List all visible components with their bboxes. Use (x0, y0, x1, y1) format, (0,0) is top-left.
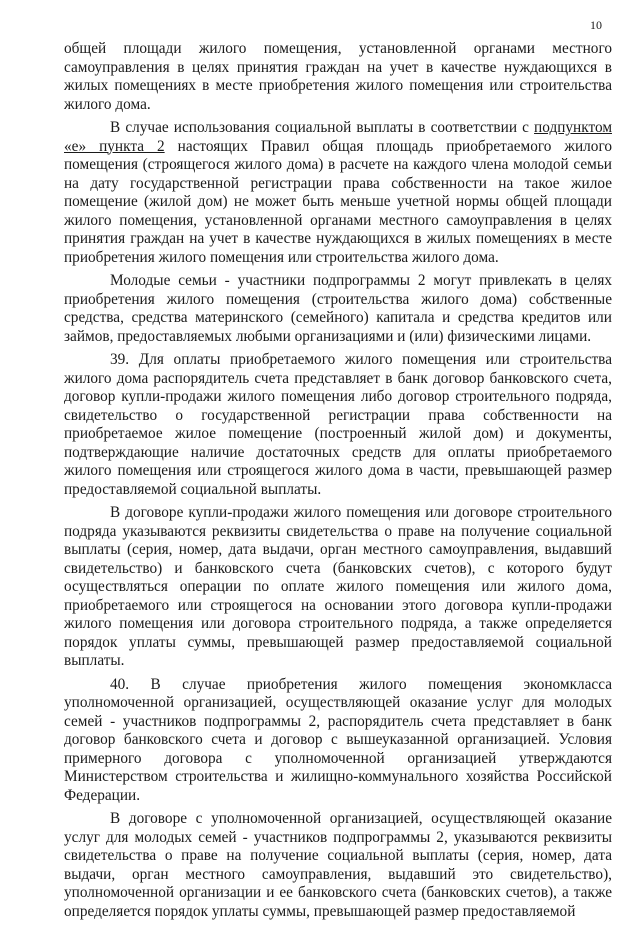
paragraph-clause-40: 40. В случае приобретения жилого помещения экономкласса уполномоченной организацией, осуществляющей оказание услуг для молодых семей - участников подпрограммы 2, распорядитель счета представляет в банк договор банковского счета и договор с вышеуказанной организацией. Условия примерного договора с уполномоченной организацией утверждаются Министерством строительства и жилищно-коммунального хозяйства Российской Федерации. (64, 675, 612, 804)
paragraph-social-payment-area (64, 119, 612, 267)
paragraph-text: настоящих Правил общая площадь приобретаемого жилого помещения (строящегося жилого дома) в расчете на каждого члена молодой семьи на дату государственной регистрации права собственности на такое жилое помещение (жилой дом) не может быть меньше учетной нормы общей площади жилого помещения, установленной органами местного самоуправления в целях принятия граждан на учет в качестве нуждающихся в жилых помещениях в месте приобретения жилого помещения или строительства жилого дома. (64, 137, 612, 266)
paragraph-continuation: общей площади жилого помещения, установленной органами местного самоуправления в целях принятия граждан на учет в качестве нуждающихся в жилых помещениях в месте приобретения жилого помещения или строительства жилого дома. (64, 40, 612, 113)
paragraph-sale-contract: В договоре купли-продажи жилого помещения или договоре строительного подряда указываются реквизиты свидетельства о праве на получение социальной выплаты (серия, номер, дата выдачи, орган местного самоуправления, выдавший свидетельство) и банковского счета (банковских счетов), с которого будут осуществляться операции по оплате жилого помещения или жилого дома, приобретаемого или строящегося на основании этого договора купли-продажи жилого помещения или договора строительного подряда, а также определяется порядок уплаты суммы, превышающей размер предоставляемой социальной выплаты. (64, 504, 612, 669)
page-number: 10 (590, 18, 602, 32)
paragraph-clause-39: 39. Для оплаты приобретаемого жилого помещения или строительства жилого дома распорядитель счета представляет в банк договор банковского счета, договор купли-продажи жилого помещения либо договор строительного подряда, свидетельство о государственной регистрации права собственности на приобретаемое жилое помещение (построенный жилой дом) и документы, подтверждающие наличие достаточных средств для оплаты приобретаемого жилого помещения или строящегося жилого дома в части, превышающей размер предоставляемой социальной выплаты. (64, 351, 612, 498)
paragraph-text: В случае использования социальной выплаты в соответствии с (110, 119, 535, 136)
document-body (64, 40, 612, 926)
paragraph-authorized-org-contract: В договоре с уполномоченной организацией, осуществляющей оказание услуг для молодых семей - участников подпрограммы 2, указываются реквизиты свидетельства о праве на получение социальной выплаты (серия, номер, дата выдачи, орган местного самоуправления, выдавший это свидетельство), уполномоченной организации и ее банковского счета (банковских счетов), а также определяется порядок уплаты суммы, превышающей размер предоставляемой (64, 810, 612, 920)
paragraph-own-funds: Молодые семьи - участники подпрограммы 2 могут привлекать в целях приобретения жилого помещения (строительства жилого дома) собственные средства, средства материнского (семейного) капитала и средства кредитов или займов, предоставляемых любыми организациями и (или) физическими лицами. (64, 272, 612, 345)
subclause-reference-link[interactable]: подпунктом «е» пункта 2 (64, 119, 612, 155)
